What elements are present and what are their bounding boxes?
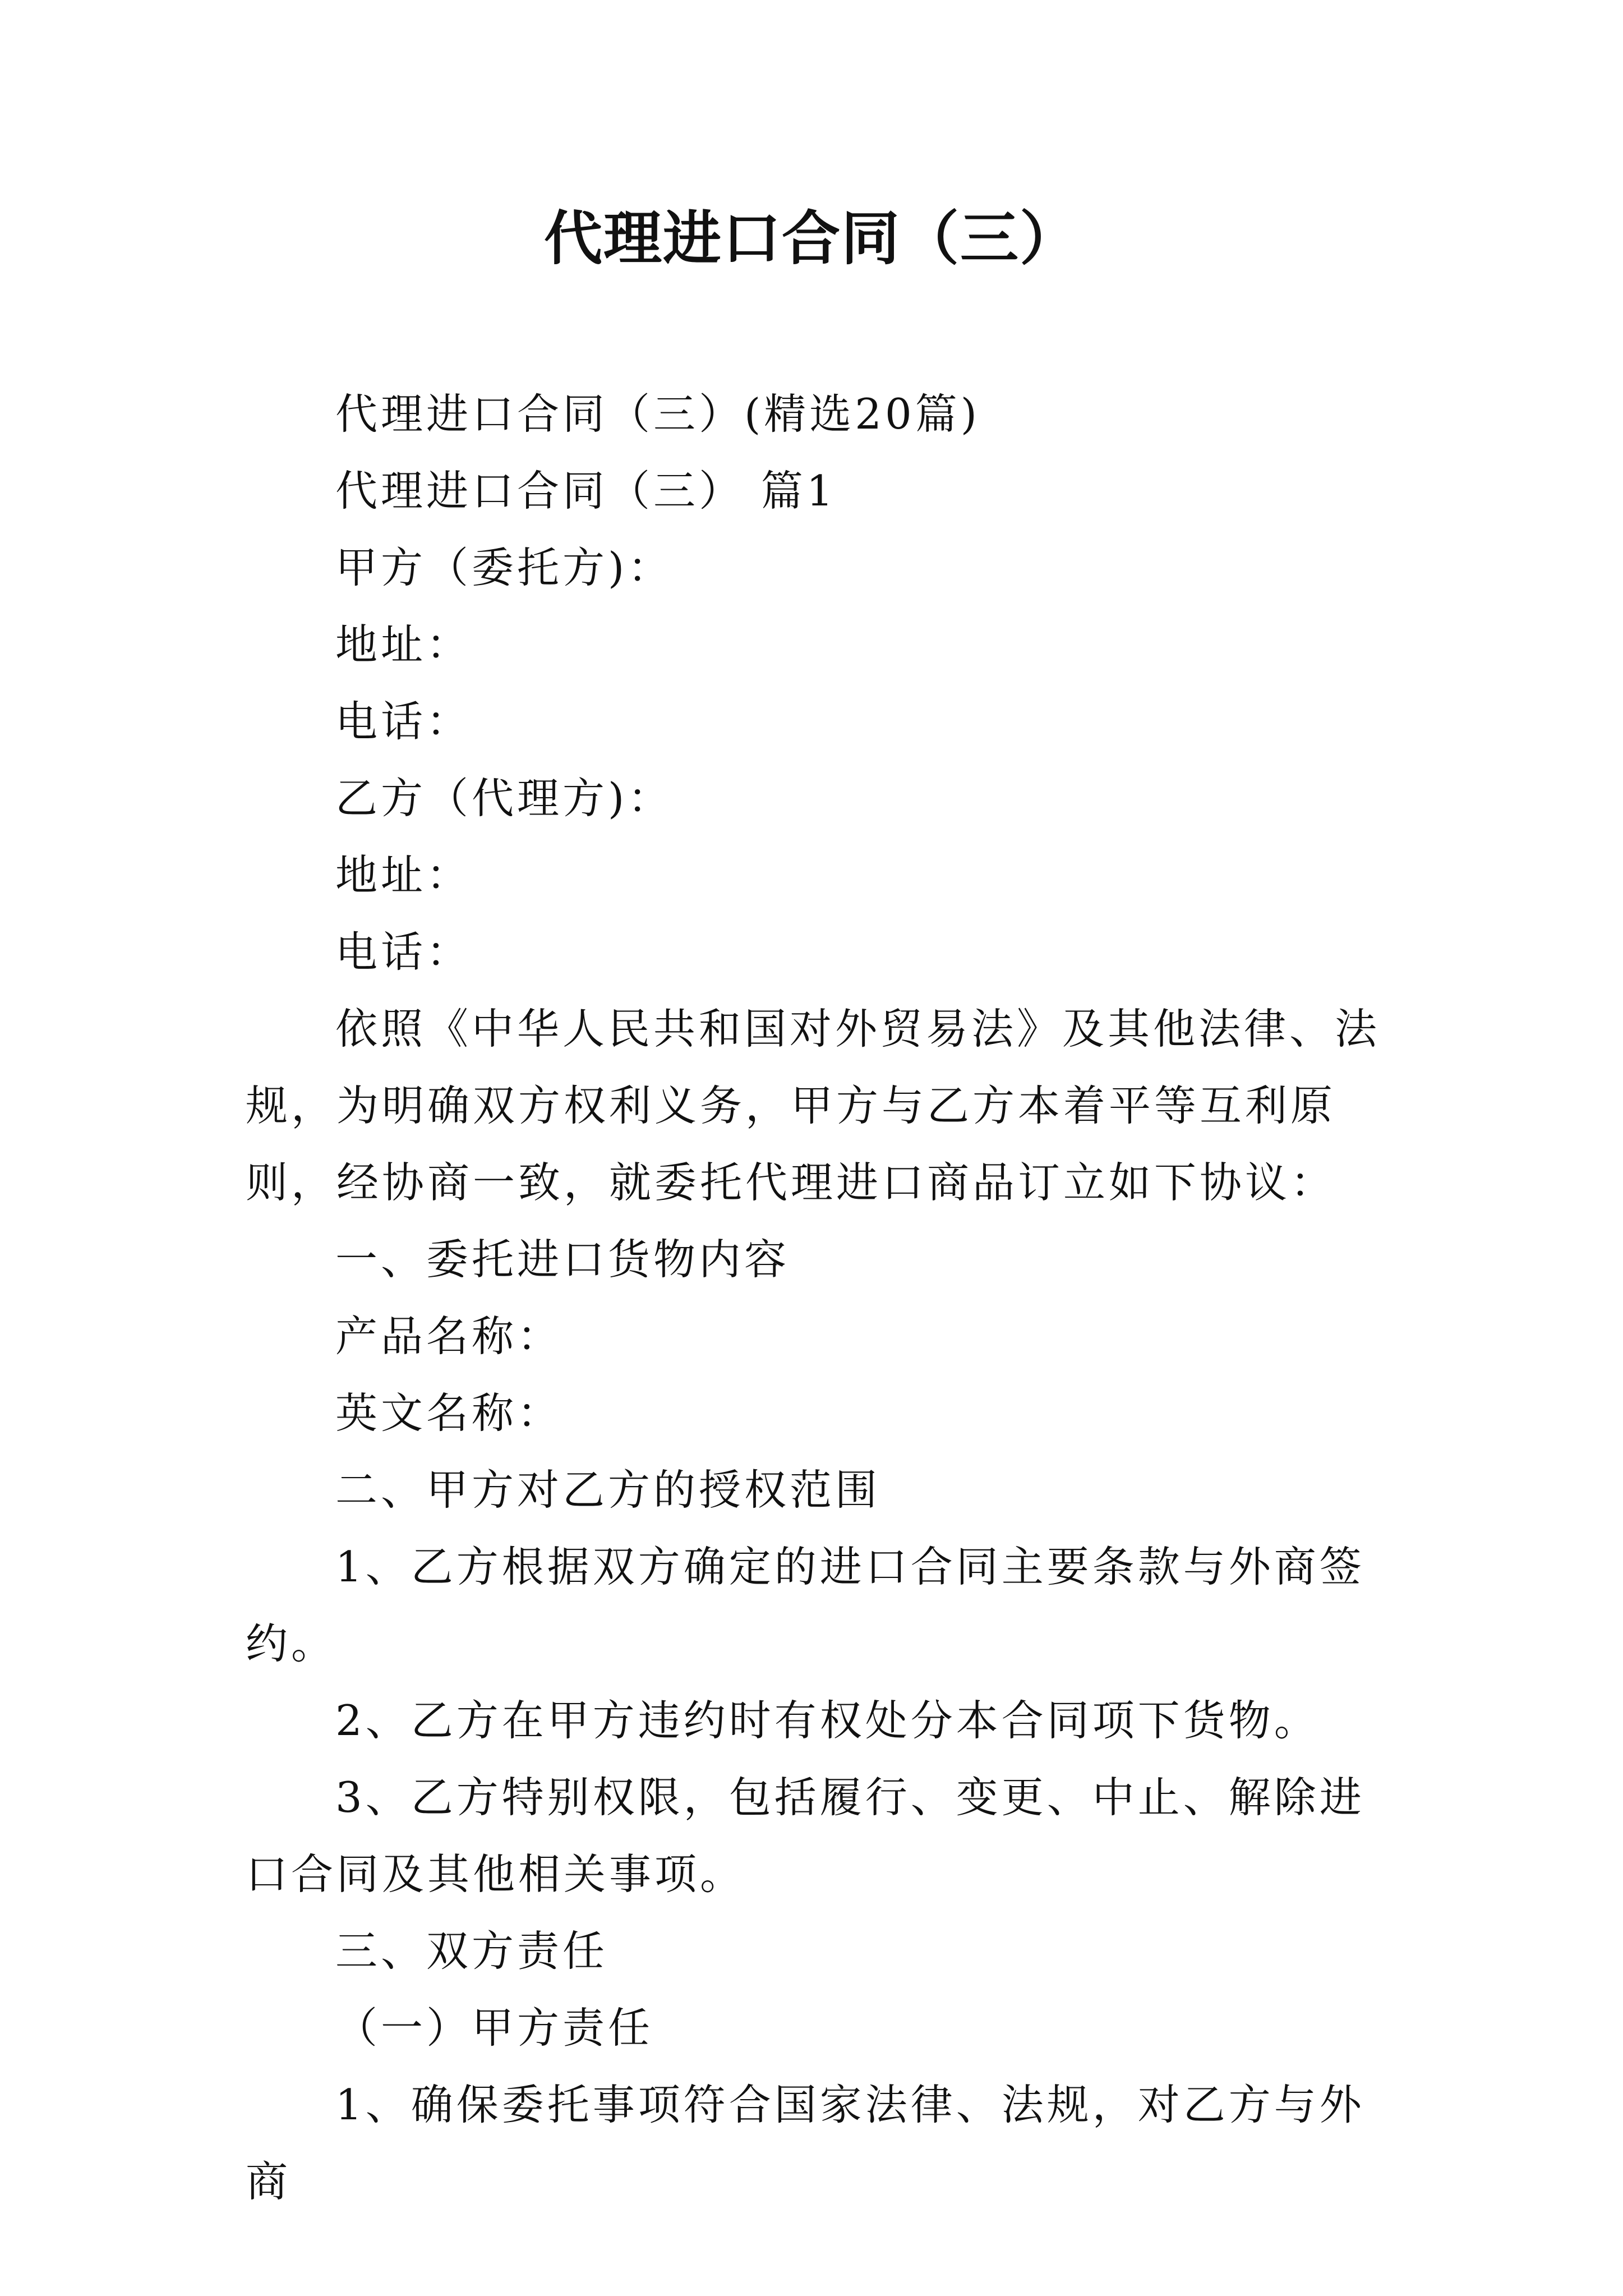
paragraph-clause-2-heading: 二、甲方对乙方的授权范围 bbox=[335, 1465, 881, 1515]
paragraph-clause-2-item-3: 3、乙方特别权限，包括履行、变更、中止、解除进口合同及其他相关事项。 bbox=[246, 1773, 1365, 1899]
paragraph-party-a-duty-1: 1、确保委托事项符合国家法律、法规，对乙方与外商 bbox=[246, 2080, 1365, 2206]
paragraph-clause-2-item-2: 2、乙方在甲方违约时有权处分本合同项下货物。 bbox=[335, 1696, 1320, 1745]
paragraph-preamble: 依照《中华人民共和国对外贸易法》及其他法律、法规，为明确双方权利义务，甲方与乙方本着平等互利原则，经协商一致，就委托代理进口商品订立如下协议： bbox=[246, 1004, 1381, 1207]
paragraph-clause-3-heading: 三、双方责任 bbox=[335, 1926, 608, 1976]
paragraph-clause-1-heading: 一、委托进口货物内容 bbox=[335, 1235, 790, 1284]
paragraph-clause-2-item-1: 1、乙方根据双方确定的进口合同主要条款与外商签约。 bbox=[246, 1542, 1365, 1668]
paragraph-party-b-phone: 电话： bbox=[335, 927, 472, 977]
paragraph-party-a-address: 地址： bbox=[335, 620, 472, 669]
paragraph-english-name: 英文名称： bbox=[335, 1388, 563, 1438]
paragraph-subtitle: 代理进口合同（三）(精选20篇) bbox=[335, 389, 980, 439]
paragraph-product-name: 产品名称： bbox=[335, 1312, 563, 1361]
paragraph-party-a-phone: 电话： bbox=[335, 697, 472, 746]
paragraph-party-b-address: 地址： bbox=[335, 850, 472, 900]
paragraph-party-a-duties-heading: （一）甲方责任 bbox=[335, 2003, 654, 2053]
document-title: 代理进口合同（三） bbox=[543, 204, 1079, 273]
paragraph-party-b: 乙方（代理方)： bbox=[335, 774, 674, 823]
paragraph-section-heading: 代理进口合同（三） 篇1 bbox=[335, 466, 837, 516]
paragraph-party-a: 甲方（委托方)： bbox=[335, 543, 674, 592]
document-body bbox=[246, 376, 1390, 2220]
